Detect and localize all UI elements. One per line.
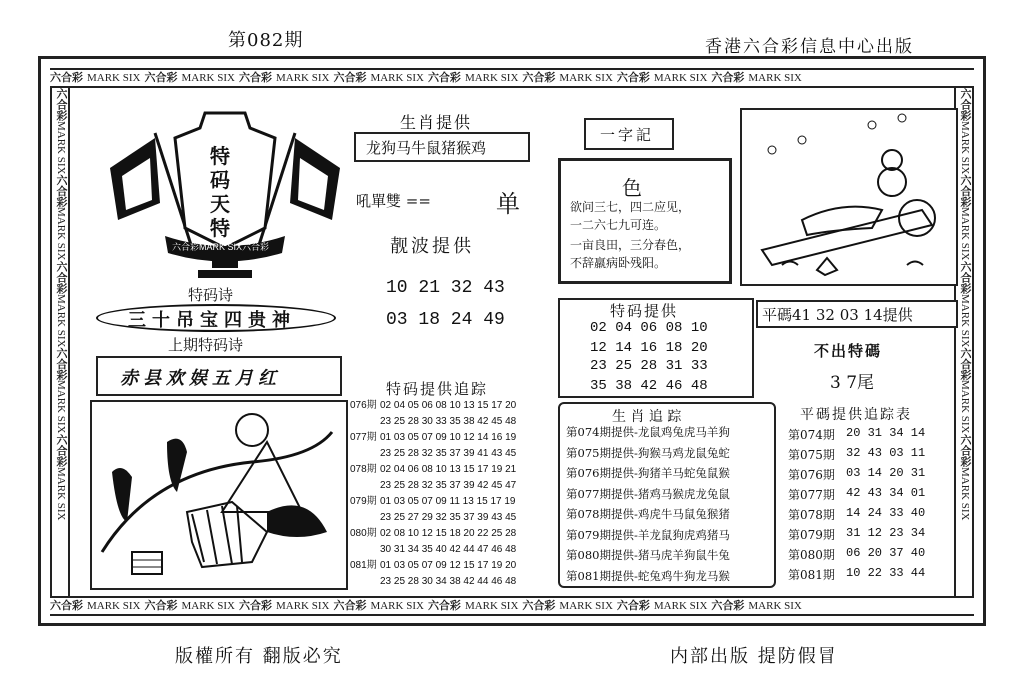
- tail-number: 3 7尾: [830, 373, 875, 393]
- border-top-mark: MARK SIX: [87, 72, 141, 84]
- border-left-mark: MARK SIX: [55, 293, 67, 348]
- yiziji-line-3: 一亩良田，三分春色，: [570, 238, 691, 252]
- ping-track-issue: 第077期: [788, 488, 835, 502]
- ping-track-nums: 06 20 37 40: [846, 546, 926, 560]
- last-poem-text: 赤县欢娱五月红: [120, 368, 281, 389]
- track-row-a: 02 08 10 12 15 18 20 22 25 28: [380, 528, 517, 539]
- border-right-logo: 六合彩: [959, 433, 972, 467]
- border-right-logo: 六合彩: [959, 88, 972, 121]
- zodiac-track-row: 第074期提供-龙鼠鸡兔虎马羊狗: [566, 425, 730, 439]
- track-row-b: 23 25 28 30 34 38 42 44 46 48: [380, 576, 517, 587]
- track-row-b: 30 31 34 35 40 42 44 47 46 48: [380, 544, 517, 555]
- border-top-mark: MARK SIX: [181, 72, 235, 84]
- border-left-logo: 六合彩: [55, 260, 68, 294]
- border-top-mark: MARK SIX: [370, 72, 424, 84]
- ping-track-title: 平碼提供追踪表: [800, 407, 912, 423]
- border-right-mark: MARK SIX: [959, 121, 971, 175]
- zodiac-track-title: 生 肖 追 踪: [612, 409, 682, 425]
- poem-text: 三十吊宝四贵神: [128, 310, 296, 331]
- badge-ribbon: 六合彩MARK SIX六合彩: [172, 242, 270, 252]
- ping-track-nums: 20 31 34 14: [846, 426, 926, 440]
- tema-row-3: 23 25 28 31 33: [590, 358, 708, 374]
- border-right-logo: 六合彩: [959, 347, 972, 381]
- border-bottom-mark: MARK SIX: [559, 600, 613, 612]
- badge-char-1: 特: [210, 144, 230, 168]
- border-top: [50, 68, 974, 88]
- illustration-cat: [740, 108, 958, 286]
- border-left-logo: 六合彩: [55, 433, 68, 467]
- badge-char-2: 码: [210, 168, 230, 192]
- zodiac-title: 生肖提供: [400, 113, 473, 132]
- border-right-mark: MARK SIX: [959, 207, 971, 261]
- border-bottom-logo: 六合彩: [711, 599, 745, 612]
- track-table: [350, 398, 550, 590]
- track-issue: 077期: [350, 432, 377, 443]
- ping-track-nums: 14 24 33 40: [846, 506, 926, 520]
- ping-track-issue: 第074期: [788, 428, 835, 442]
- border-right-mark: MARK SIX: [959, 466, 971, 521]
- border-top-logo: 六合彩: [616, 71, 650, 84]
- border-left-mark: MARK SIX: [55, 207, 67, 261]
- track-row-a: 02 04 06 08 10 13 15 17 19 21: [380, 464, 517, 475]
- ping-track-issue: 第079期: [788, 528, 835, 542]
- border-bottom-mark: MARK SIX: [87, 600, 141, 612]
- track-issue: 079期: [350, 496, 377, 507]
- zodiac-track-row: 第080期提供-猪马虎羊狗鼠牛兔: [566, 548, 730, 562]
- border-bottom-logo: 六合彩: [333, 599, 367, 612]
- track-issue: 076期: [350, 400, 377, 411]
- yiziji-line-4: 不辞羸病卧残阳。: [570, 256, 667, 270]
- border-left-logo: 六合彩: [55, 174, 68, 208]
- zodiac-animals: 龙狗马牛鼠猪猴鸡: [366, 139, 487, 157]
- border-top-mark: MARK SIX: [464, 72, 519, 84]
- border-bottom-logo: 六合彩: [616, 599, 650, 612]
- tema-row-4: 35 38 42 46 48: [590, 378, 708, 394]
- ping-track-issue: 第080期: [788, 548, 835, 562]
- ping-track-nums: 10 22 33 44: [846, 566, 926, 580]
- wave-row-2: 03 18 24 49: [386, 310, 505, 330]
- border-top-mark: MARK SIX: [653, 72, 708, 84]
- border-top-logo: 六合彩: [522, 71, 556, 84]
- poem-title: 特码诗: [188, 286, 234, 304]
- zodiac-track-row: 第078期提供-鸡虎牛马鼠兔猴猪: [566, 507, 730, 521]
- ping-track-nums: 03 14 20 31: [846, 466, 926, 480]
- border-top-mark: MARK SIX: [748, 72, 802, 84]
- border-top-mark: MARK SIX: [275, 72, 330, 84]
- ping-track-issue: 第075期: [788, 448, 835, 462]
- zodiac-track-row: 第075期提供-狗猴马鸡龙鼠兔蛇: [566, 445, 730, 460]
- track-row-b: 23 25 28 30 33 35 38 42 45 48: [380, 416, 517, 427]
- border-bottom-logo: 六合彩: [427, 599, 461, 612]
- wave-title: 靓波提供: [390, 236, 474, 257]
- birds-fox-icon: [92, 402, 346, 588]
- border-right-mark: MARK SIX: [959, 293, 971, 348]
- border-bottom-logo: 六合彩: [50, 599, 83, 612]
- border-left: [50, 88, 70, 596]
- track-row-b: 23 25 27 29 32 35 37 39 43 45: [380, 512, 517, 523]
- track-title: 特码提供追踪: [386, 380, 489, 398]
- border-bottom-mark: MARK SIX: [464, 600, 519, 612]
- track-issue: 081期: [350, 560, 377, 571]
- border-top-logo: 六合彩: [333, 71, 367, 84]
- border-top-logo: 六合彩: [144, 71, 178, 84]
- wave-row-1: 10 21 32 43: [386, 278, 505, 298]
- track-issue: 080期: [350, 528, 377, 539]
- border-top-logo: 六合彩: [238, 71, 272, 84]
- border-left-mark: MARK SIX: [55, 466, 67, 521]
- zodiac-track-row: 第079期提供-羊龙鼠狗虎鸡猪马: [566, 527, 730, 542]
- track-row-b: 23 25 28 32 35 37 39 41 43 45: [380, 448, 517, 459]
- ping-track-issue: 第081期: [788, 568, 835, 582]
- odd-even-label: 吼單雙 ==: [356, 192, 431, 210]
- border-right-logo: 六合彩: [959, 174, 972, 208]
- tema-row-2: 12 14 16 18 20: [590, 340, 708, 356]
- ping-track-nums: 42 43 34 01: [846, 486, 926, 500]
- border-right-logo: 六合彩: [959, 260, 972, 294]
- tema-row-1: 02 04 06 08 10: [590, 320, 708, 336]
- border-right-mark: MARK SIX: [959, 380, 971, 434]
- border-left-logo: 六合彩: [55, 347, 68, 381]
- yiziji-title: 一字記: [600, 126, 655, 144]
- pingma-label: 平碼41 32 03 14提供: [762, 306, 913, 324]
- ping-track-nums: 31 12 23 34: [846, 526, 926, 540]
- yiziji-line-2: 一二六七九可连。: [570, 218, 667, 232]
- ping-track-issue: 第078期: [788, 508, 835, 522]
- track-row-a: 01 03 05 07 09 10 12 14 16 19: [380, 432, 517, 443]
- track-issue: 078期: [350, 464, 377, 475]
- zodiac-track-row: 第081期提供-蛇兔鸡牛狗龙马猴: [566, 568, 730, 583]
- publisher: 香港六合彩信息中心出版: [705, 37, 914, 57]
- odd-even-value: 单: [496, 190, 520, 218]
- track-row-a: 01 03 05 07 09 11 13 15 17 19: [380, 496, 516, 507]
- border-bottom-mark: MARK SIX: [748, 600, 802, 612]
- no-special: 不出特碼: [814, 342, 883, 360]
- border-bottom-logo: 六合彩: [144, 599, 178, 612]
- border-left-mark: MARK SIX: [55, 121, 67, 175]
- track-row-b: 23 25 28 32 35 37 39 42 45 47: [380, 480, 517, 491]
- border-top-logo: 六合彩: [427, 71, 461, 84]
- border-top-logo: 六合彩: [50, 71, 83, 84]
- yiziji-char: 色: [622, 176, 642, 200]
- border-bottom-mark: MARK SIX: [653, 600, 708, 612]
- cat-gourd-icon: [742, 110, 956, 284]
- border-bottom-mark: MARK SIX: [370, 600, 424, 612]
- border-bottom-mark: MARK SIX: [181, 600, 235, 612]
- ping-track-nums: 32 43 03 11: [846, 446, 926, 460]
- issue-number: 第082期: [228, 30, 304, 51]
- border-left-logo: 六合彩: [55, 88, 68, 121]
- tema-title: 特码提供: [610, 302, 679, 320]
- badge-char-4: 特: [210, 216, 230, 240]
- border-left-mark: MARK SIX: [55, 380, 67, 434]
- ping-track-issue: 第076期: [788, 468, 835, 482]
- last-poem-title: 上期特码诗: [168, 336, 244, 354]
- track-row-a: 02 04 05 06 08 10 13 15 17 20: [380, 400, 517, 411]
- emblem: [100, 108, 350, 288]
- border-top-logo: 六合彩: [711, 71, 745, 84]
- border-top-mark: MARK SIX: [559, 72, 613, 84]
- border-bottom-mark: MARK SIX: [275, 600, 330, 612]
- border-bottom-logo: 六合彩: [522, 599, 556, 612]
- illustration-birds: [90, 400, 348, 590]
- zodiac-track-row: 第076期提供-狗猪羊马蛇兔鼠猴: [566, 466, 730, 480]
- footer-left: 版權所有 翻版必究: [175, 646, 343, 667]
- footer-right: 内部出版 提防假冒: [670, 646, 838, 667]
- border-bottom-logo: 六合彩: [238, 599, 272, 612]
- track-row-a: 01 03 05 07 09 12 15 17 19 20: [380, 560, 517, 571]
- badge-char-3: 天: [210, 192, 230, 216]
- border-bottom: [50, 596, 974, 616]
- zodiac-track-row: 第077期提供-猪鸡马猴虎龙兔鼠: [566, 486, 730, 501]
- yiziji-line-1: 欲问三七，四二应见，: [570, 200, 691, 214]
